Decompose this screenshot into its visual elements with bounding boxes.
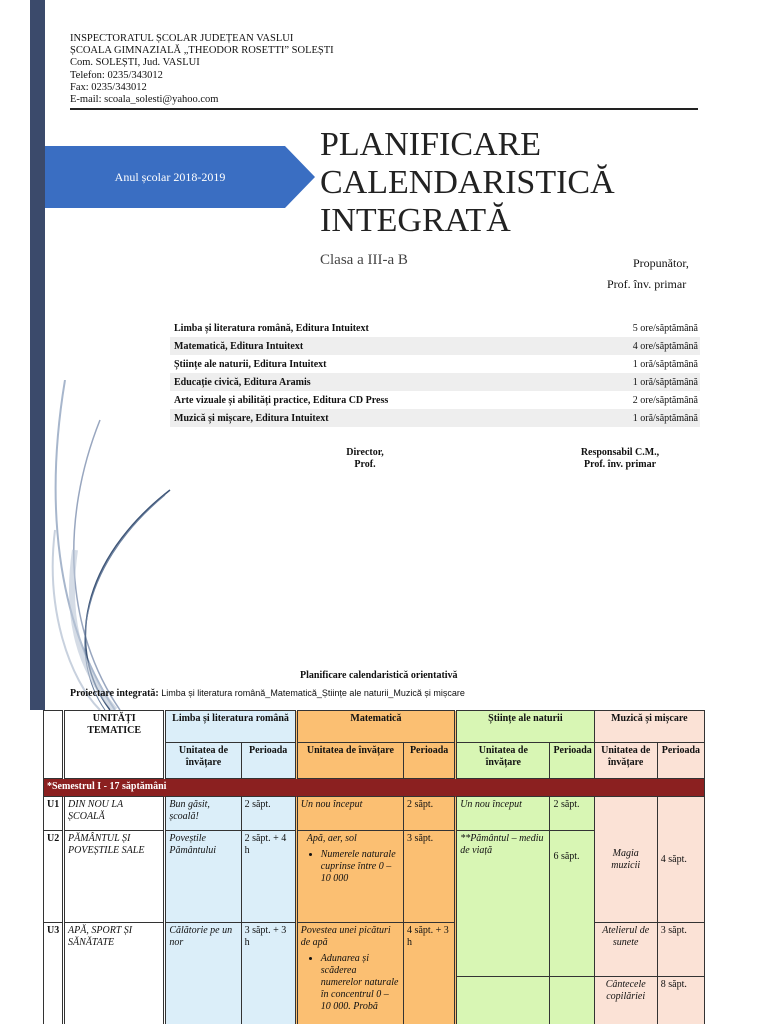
subject-hours: 4 ore/săptămână [632, 340, 698, 352]
st-header: Științe ale naturii [456, 711, 594, 743]
table-header-row [44, 711, 705, 743]
mu-unit: Atelierul de sunete [594, 923, 657, 977]
st-empty [550, 977, 594, 1024]
mat-bullet: • Numerele naturale cuprinse între 0 – 10 000 [321, 849, 400, 885]
mu-unit-header: Unitatea de învățare [594, 743, 657, 779]
title-line: PLANIFICARE [320, 126, 542, 163]
lr-header: Limba și literatura română [165, 711, 296, 743]
lr-unit-header: Unitatea de învățare [165, 743, 241, 779]
st-period: 6 săpt. [550, 831, 594, 977]
mat-period: 3 săpt. [404, 831, 456, 923]
mat-unit: Un nou început [296, 797, 403, 831]
mu-unit: Magia muzicii [594, 797, 657, 923]
header-line: Fax: 0235/343012 [70, 81, 147, 93]
director-signature [330, 447, 400, 471]
st-unit: Un nou început [456, 797, 550, 831]
title-line: CALENDARISTICĂ [320, 164, 615, 201]
mu-period-header: Perioada [657, 743, 704, 779]
table-row [44, 923, 705, 977]
unit-id: U3 [44, 923, 64, 1024]
proiectare-line [70, 688, 465, 699]
director-prof: Prof. [354, 459, 376, 470]
subject-name: Matematică, Editura Intuitext [174, 340, 304, 352]
header-line: Telefon: 0235/343012 [70, 69, 163, 81]
header-line: Com. SOLEȘTI, Jud. VASLUI [70, 57, 200, 69]
header-line: E-mail: scoala_solesti@yahoo.com [70, 94, 219, 106]
planning-table [43, 710, 705, 1024]
mat-unit-header: Unitatea de învățare [296, 743, 403, 779]
decorative-swirls [40, 380, 190, 710]
responsabil-signature [560, 447, 680, 471]
proiectare-label: Proiectare integrată: [70, 688, 159, 699]
mu-period: 8 săpt. [657, 977, 704, 1024]
subject-hours: 5 ore/săptămână [632, 322, 698, 334]
subject-hours: 2 ore/săptămână [632, 394, 698, 406]
subject-row [170, 409, 700, 427]
mat-unit: Povestea unei picături de apă [300, 925, 391, 948]
st-empty [456, 977, 550, 1024]
subject-row [170, 319, 700, 337]
director-title: Director, [346, 447, 384, 458]
lr-unit: Călătorie pe un nor [165, 923, 241, 1024]
subject-hours: 1 oră/săptămână [632, 358, 698, 370]
lr-unit: Bun găsit, școală! [165, 797, 241, 831]
mat-unit-cell [296, 831, 403, 923]
mu-header: Muzică și mișcare [594, 711, 704, 743]
unitati-header: UNITĂȚI TEMATICE [64, 711, 165, 779]
unit-theme: APĂ, SPORT ȘI SĂNĂTATE [64, 923, 165, 1024]
unit-theme: PĂMÂNTUL ȘI POVEȘTILE SALE [64, 831, 165, 923]
subject-name: Științe ale naturii, Editura Intuitext [174, 358, 327, 370]
st-period: 2 săpt. [550, 797, 594, 831]
mu-period: 4 săpt. [657, 797, 704, 923]
lr-unit: Poveștile Pământului [165, 831, 241, 923]
responsabil-prof: Prof. înv. primar [583, 459, 657, 470]
lr-period: 2 săpt. [241, 797, 296, 831]
mu-period: 3 săpt. [657, 923, 704, 977]
class-label: Clasa a III-a B [320, 252, 408, 268]
unit-theme: DIN NOU LA ȘCOALĂ [64, 797, 165, 831]
header-line: ȘCOALA GIMNAZIALĂ „THEODOR ROSETTI” SOLEȘTI [70, 45, 334, 57]
mu-unit: Cântecele copilăriei [594, 977, 657, 1024]
mat-bullet: • Adunarea și scăderea numerelor naturale în concentrul 0 – 10 000. Probă [321, 953, 400, 1013]
lr-period-header: Perioada [241, 743, 296, 779]
header-divider [70, 108, 698, 110]
subject-row [170, 337, 700, 355]
responsabil-title: Responsabil C.M., [580, 447, 660, 458]
subject-hours: 1 oră/săptămână [632, 376, 698, 388]
page-title [320, 126, 615, 240]
header-line: INSPECTORATUL ȘCOLAR JUDEȚEAN VASLUI [70, 33, 294, 44]
mat-header: Matematică [296, 711, 455, 743]
teacher-title: Prof. înv. primar [607, 277, 687, 291]
st-unit: **Pământul – mediu de viață [456, 831, 550, 977]
subject-row [170, 373, 700, 391]
subjects-list [170, 319, 700, 427]
subject-row [170, 355, 700, 373]
school-header [70, 33, 334, 106]
subject-row [170, 391, 700, 409]
lr-period: 2 săpt. + 4 h [241, 831, 296, 923]
school-year-label: Anul școlar 2018-2019 [114, 169, 226, 184]
mat-period-header: Perioada [404, 743, 456, 779]
st-unit-header: Unitatea de învățare [456, 743, 550, 779]
subject-name: Limba și literatura română, Editura Intuitext [174, 322, 369, 334]
id-header [44, 711, 64, 779]
subject-hours: 1 oră/săptămână [632, 412, 698, 424]
semester-row [44, 779, 705, 797]
lr-period: 3 săpt. + 3 h [241, 923, 296, 1024]
title-line: INTEGRATĂ [320, 202, 511, 239]
proiectare-value: Limba și literatura română_Matematică_Științe ale naturii_Muzică și mișcare [161, 688, 465, 698]
mat-unit: Apă, aer, sol [306, 833, 357, 844]
table-row [44, 797, 705, 831]
plan-title: Planificare calendaristică orientativă [300, 670, 458, 681]
mat-unit-cell [296, 923, 403, 1024]
unit-id: U1 [44, 797, 64, 831]
st-period-header: Perioada [550, 743, 594, 779]
semester-label: *Semestrul I - 17 săptămâni [44, 779, 705, 797]
subject-name: Educație civică, Editura Aramis [174, 376, 311, 388]
mat-period: 4 săpt. + 3 h [404, 923, 456, 1024]
mat-period: 2 săpt. [404, 797, 456, 831]
subject-name: Muzică și mișcare, Editura Intuitext [174, 412, 329, 424]
unit-id: U2 [44, 831, 64, 923]
subject-name: Arte vizuale și abilități practice, Editura CD Press [174, 394, 389, 406]
propunator-label: Propunător, [633, 256, 689, 270]
